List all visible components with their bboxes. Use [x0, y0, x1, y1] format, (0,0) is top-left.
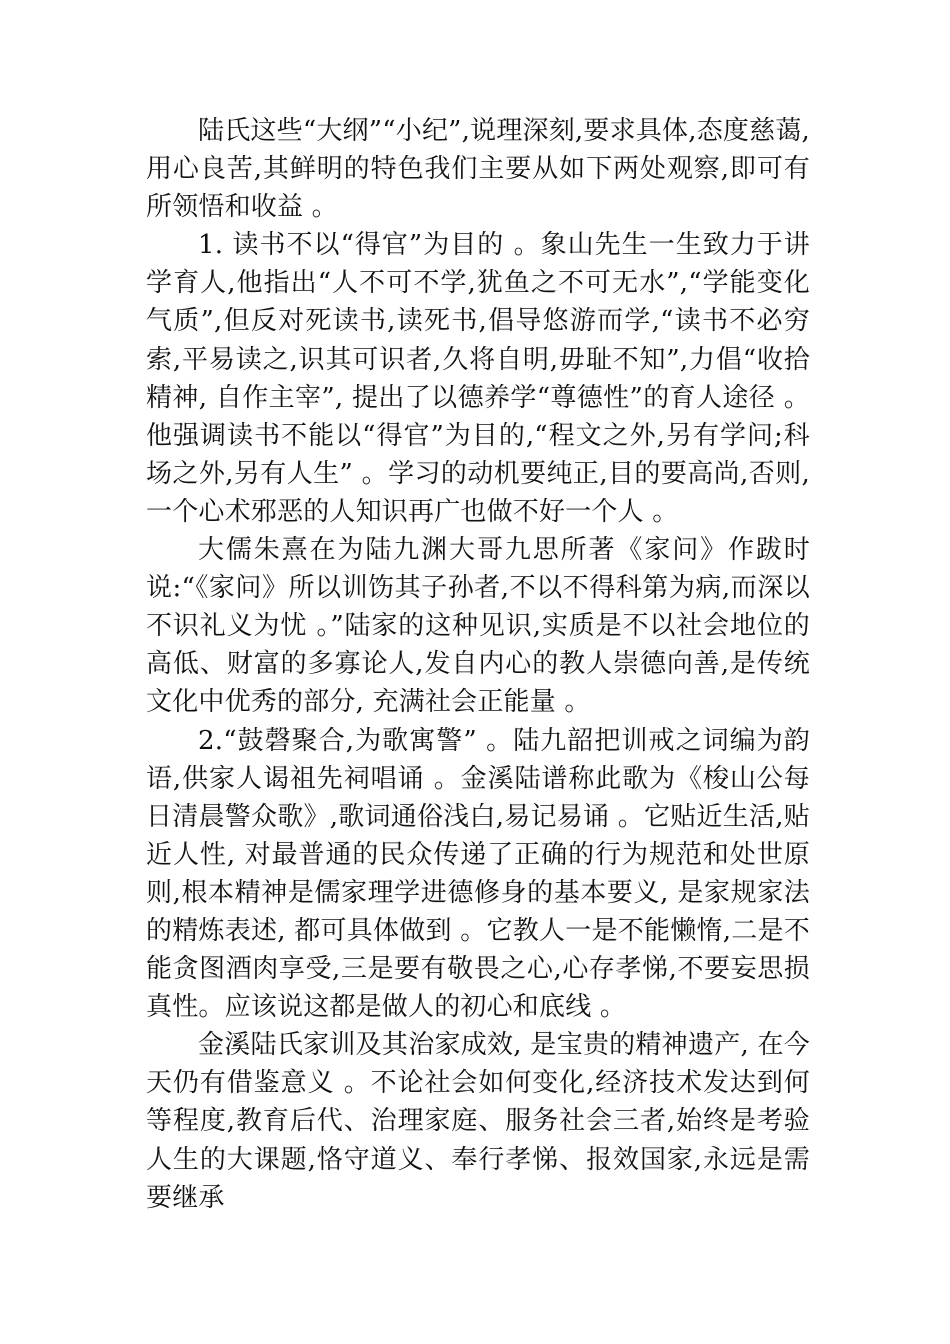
paragraph-zhu-xi: 大儒朱熹在为陆九渊大哥九思所著《家问》作跋时说:“《家问》所以训饬其子孙者,不以不得科第为病,而深以不识礼义为忧 。”陆家的这种见识,实质是不以社会地位的高低、财富的多寡论人,发自内心的教人崇德向善,是传统文化中优秀的部分, 充满社会正能量 。 — [146, 535, 810, 718]
paragraph-point-2: 2.“鼓磬聚合,为歌寓警” 。陆九韶把训戒之词编为韵语,供家人谒祖先祠唱诵 。金溪陆谱称此歌为《梭山公每日清晨警众歌》,歌词通俗浅白,易记易诵 。它贴近生活,贴近人性, 对最普通的民众传递了正确的行为规范和处世原则,根本精神是儒家理学进德修身的基本要义, 是家规家法的精炼表述, 都可具体做到 。它教人一是不能懒惰,二是不能贪图酒肉享受,三是要有敬畏之心,心存孝悌,不要妄思损真性。应该说这都是做人的初心和底线 。 — [146, 725, 810, 1023]
article-body — [146, 112, 810, 1217]
paragraph-intro: 陆氏这些“大纲”“小纪”,说理深刻,要求具体,态度慈蔼,用心良苦,其鲜明的特色我们主要从如下两处观察,即可有所领悟和收益 。 — [146, 116, 810, 223]
paragraph-point-1: 1. 读书不以“得官”为目的 。象山先生一生致力于讲学育人,他指出“人不可不学,犹鱼之不可无水”,“学能变化气质”,但反对死读书,读死书,倡导悠游而学,“读书不必穷索,平易读之,识其可识者,久将自明,毋耻不知”,力倡“收拾精神, 自作主宰”, 提出了以德养学“尊德性”的育人途径 。他强调读书不能以“得官”为目的,“程文之外,另有学问;科场之外,另有人生” 。学习的动机要纯正,目的要高尚,否则,一个心术邪恶的人知识再广也做不好一个人 。 — [146, 230, 810, 527]
paragraph-conclusion: 金溪陆氏家训及其治家成效, 是宝贵的精神遗产, 在今天仍有借鉴意义 。不论社会如何变化,经济技术发达到何等程度,教育后代、治理家庭、服务社会三者,始终是考验人生的大课题,恪守道义、奉行孝悌、报效国家,永远是需要继承 — [146, 1030, 810, 1213]
